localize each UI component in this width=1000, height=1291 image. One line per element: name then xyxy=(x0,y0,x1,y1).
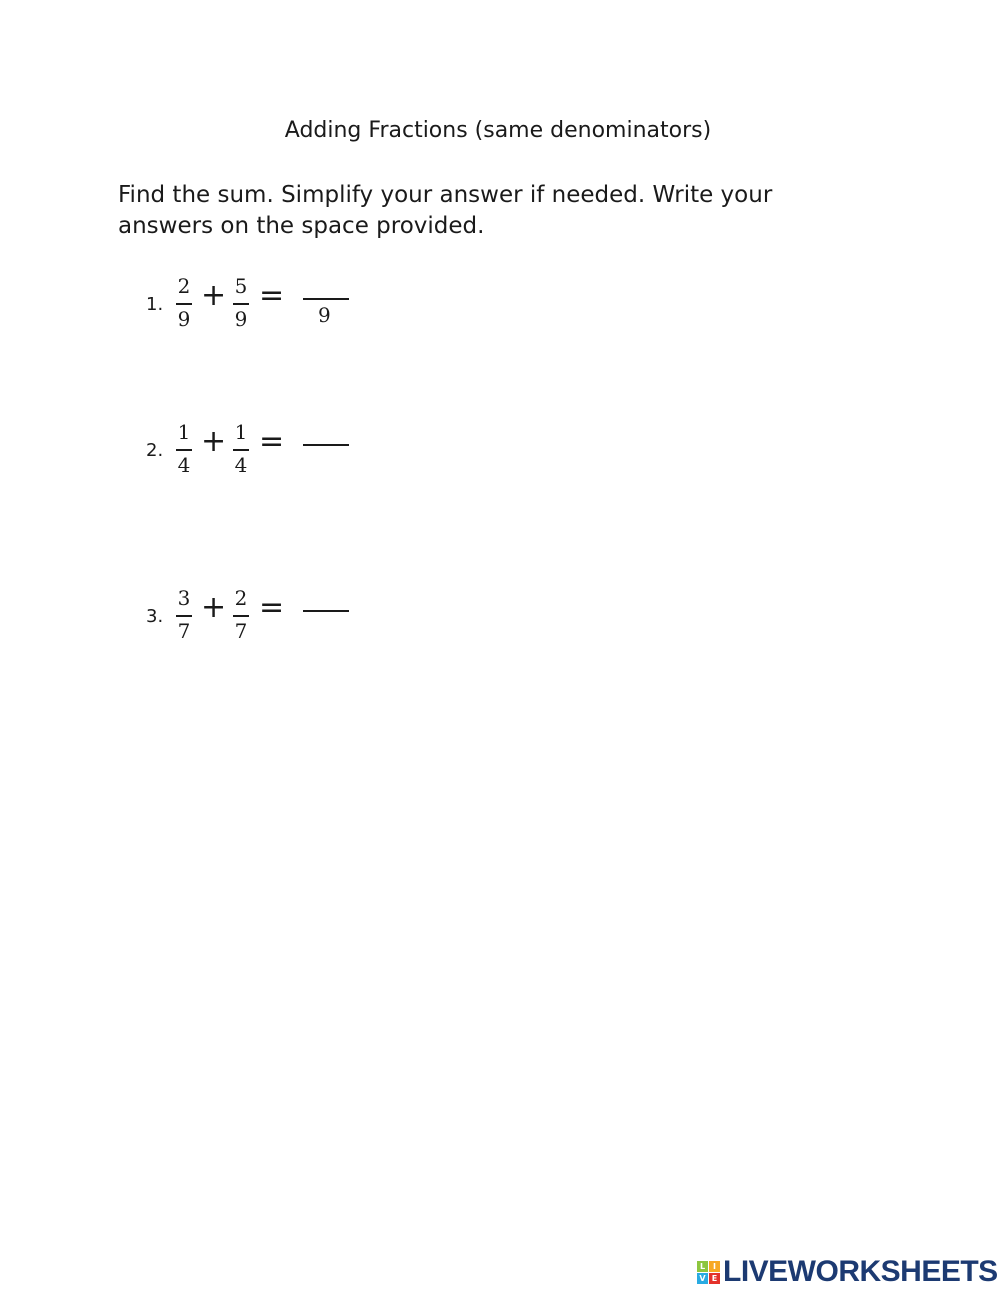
plus-sign: + xyxy=(201,590,227,625)
denominator: 4 xyxy=(177,453,191,477)
problem-number: 2. xyxy=(146,440,164,461)
denominator: 4 xyxy=(234,453,248,477)
equals-sign: = xyxy=(259,424,285,459)
plus-sign: + xyxy=(201,424,227,459)
answer-line xyxy=(303,298,349,300)
instructions: Find the sum. Simplify your answer if needed. Write your answers on the space provided. xyxy=(118,182,773,239)
logo-blocks-icon xyxy=(697,1261,720,1284)
plus-sign: + xyxy=(201,278,227,313)
fraction-bar xyxy=(176,615,192,617)
logo-text: LIVEWORKSHEETS xyxy=(723,1255,998,1288)
numerator: 2 xyxy=(177,274,191,298)
worksheet-title: Adding Fractions (same denominators) xyxy=(284,118,712,143)
problem-2 xyxy=(146,416,406,496)
numerator: 1 xyxy=(177,420,191,444)
numerator: 1 xyxy=(234,420,248,444)
answer-line xyxy=(303,444,349,446)
fraction-bar xyxy=(176,303,192,305)
answer-line xyxy=(303,610,349,612)
problem-3 xyxy=(146,582,406,662)
numerator: 5 xyxy=(234,274,248,298)
fraction-bar xyxy=(233,615,249,617)
equals-sign: = xyxy=(259,278,285,313)
logo-block: E xyxy=(709,1273,720,1284)
denominator: 9 xyxy=(234,307,248,331)
problem-number: 1. xyxy=(146,294,164,315)
liveworksheets-logo xyxy=(697,1255,998,1289)
denominator: 9 xyxy=(177,307,191,331)
problem-1 xyxy=(146,270,406,350)
denominator: 7 xyxy=(177,619,191,643)
numerator: 3 xyxy=(177,586,191,610)
logo-block: L xyxy=(697,1261,708,1272)
logo-block: V xyxy=(697,1273,708,1284)
denominator: 7 xyxy=(234,619,248,643)
numerator: 2 xyxy=(234,586,248,610)
fraction-bar xyxy=(233,449,249,451)
equals-sign: = xyxy=(259,590,285,625)
logo-block: I xyxy=(709,1261,720,1272)
problem-number: 3. xyxy=(146,606,164,627)
answer-denominator[interactable]: 9 xyxy=(318,303,331,327)
fraction-bar xyxy=(233,303,249,305)
fraction-bar xyxy=(176,449,192,451)
